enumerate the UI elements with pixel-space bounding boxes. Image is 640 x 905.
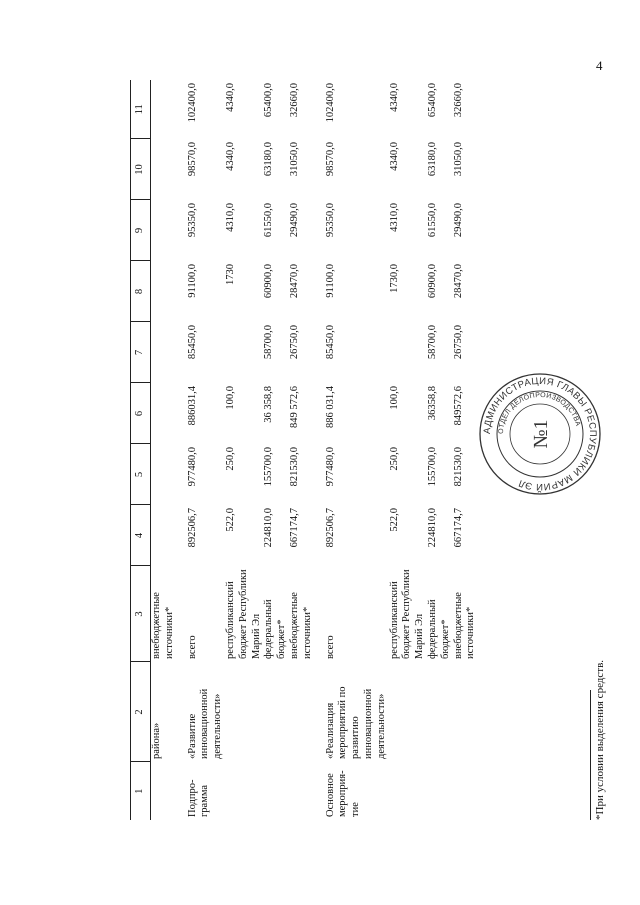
text-cell bbox=[389, 762, 427, 820]
text-cell: внебюджетные источники* bbox=[452, 592, 477, 659]
value-cell: 61550,0 bbox=[263, 203, 275, 238]
value-cell: 1730,0 bbox=[388, 264, 400, 293]
text-cell bbox=[289, 662, 315, 762]
value-cell bbox=[151, 80, 177, 139]
page-number: 4 bbox=[596, 58, 603, 73]
value-cell: 29490,0 bbox=[288, 203, 300, 238]
value-cell: 4310,0 bbox=[224, 203, 236, 232]
table-row bbox=[289, 80, 315, 820]
text-cell: Подпро-грамма bbox=[186, 779, 211, 817]
value-cell: 522,0 bbox=[224, 508, 236, 532]
table-row bbox=[453, 80, 479, 820]
column-number: 10 bbox=[131, 139, 151, 200]
value-cell: 95350,0 bbox=[324, 203, 336, 238]
value-cell: 85450,0 bbox=[324, 325, 336, 360]
value-cell bbox=[151, 200, 177, 261]
value-cell: 58700,0 bbox=[426, 325, 438, 360]
value-cell: 4340,0 bbox=[224, 83, 236, 112]
column-number: 8 bbox=[131, 261, 151, 322]
text-cell: внебюджетные источники* bbox=[288, 592, 313, 659]
value-cell: 155700,0 bbox=[426, 447, 438, 487]
text-cell bbox=[389, 662, 427, 762]
column-number: 5 bbox=[131, 444, 151, 505]
value-cell: 32660,0 bbox=[288, 83, 300, 118]
table-row bbox=[325, 80, 389, 820]
value-cell: 892506,7 bbox=[324, 508, 336, 548]
value-cell: 91100,0 bbox=[186, 264, 198, 298]
value-cell: 26750,0 bbox=[288, 325, 300, 360]
text-cell: внебюджетные источники* bbox=[151, 592, 175, 659]
official-stamp bbox=[478, 372, 602, 496]
value-cell: 4340,0 bbox=[388, 142, 400, 171]
value-cell: 4340,0 bbox=[388, 83, 400, 112]
value-cell: 886031,4 bbox=[186, 386, 198, 426]
text-cell: района» bbox=[151, 722, 162, 759]
column-number: 4 bbox=[131, 505, 151, 566]
value-cell: 849572,6 bbox=[452, 386, 464, 426]
value-cell bbox=[389, 322, 427, 383]
value-cell: 4310,0 bbox=[388, 203, 400, 232]
text-cell bbox=[427, 662, 453, 762]
value-cell: 1730 bbox=[224, 264, 236, 285]
text-cell bbox=[263, 762, 289, 820]
text-cell: республиканский бюджет Республики Марий Эл bbox=[224, 569, 262, 659]
value-cell bbox=[225, 322, 263, 383]
value-cell: 91100,0 bbox=[324, 264, 336, 298]
value-cell: 31050,0 bbox=[288, 142, 300, 177]
text-cell: республиканский бюджет Республики Марий Эл bbox=[388, 569, 426, 659]
value-cell: 31050,0 bbox=[452, 142, 464, 177]
spacer-cell bbox=[315, 80, 325, 820]
value-cell: 667174,7 bbox=[288, 508, 300, 548]
value-cell bbox=[151, 139, 177, 200]
svg-text:№1: №1 bbox=[530, 419, 552, 449]
text-cell: федеральный бюджет* bbox=[426, 599, 451, 659]
table-row bbox=[389, 80, 427, 820]
value-cell: 63180,0 bbox=[426, 142, 438, 177]
value-cell: 102400,0 bbox=[186, 83, 198, 123]
value-cell: 522,0 bbox=[388, 508, 400, 532]
value-cell bbox=[151, 505, 177, 566]
value-cell: 29490,0 bbox=[452, 203, 464, 238]
value-cell bbox=[151, 444, 177, 505]
value-cell: 36358,8 bbox=[426, 386, 438, 421]
value-cell: 85450,0 bbox=[186, 325, 198, 360]
value-cell bbox=[151, 261, 177, 322]
value-cell bbox=[151, 383, 177, 444]
budget-table bbox=[130, 80, 478, 820]
text-cell bbox=[453, 662, 479, 762]
value-cell: 32660,0 bbox=[452, 83, 464, 118]
table-row bbox=[187, 80, 225, 820]
text-cell bbox=[225, 662, 263, 762]
table-row bbox=[427, 80, 453, 820]
spacer-cell bbox=[177, 80, 187, 820]
text-cell bbox=[453, 762, 479, 820]
value-cell: 667174,7 bbox=[452, 508, 464, 548]
column-number: 11 bbox=[131, 80, 151, 139]
row-spacer bbox=[315, 80, 325, 820]
row-spacer bbox=[177, 80, 187, 820]
text-cell: «Реализация мероприятий по развитию инновационной деятельности» bbox=[324, 686, 387, 759]
value-cell: 821530,0 bbox=[452, 447, 464, 487]
value-cell: 61550,0 bbox=[426, 203, 438, 238]
value-cell: 98570,0 bbox=[324, 142, 336, 177]
value-cell: 250,0 bbox=[224, 447, 236, 471]
svg-text:ОТДЕЛ ДЕЛОПРОИЗВОДСТВА: ОТДЕЛ ДЕЛОПРОИЗВОДСТВА bbox=[497, 391, 582, 435]
column-number: 3 bbox=[131, 566, 151, 662]
value-cell: 28470,0 bbox=[288, 264, 300, 299]
text-cell: Основное мероприя-тие bbox=[324, 770, 362, 817]
table-row bbox=[263, 80, 289, 820]
value-cell: 155700,0 bbox=[263, 447, 275, 487]
value-cell: 65400,0 bbox=[263, 83, 275, 118]
text-cell bbox=[427, 762, 453, 820]
text-cell bbox=[225, 762, 263, 820]
value-cell: 36 358,8 bbox=[263, 386, 275, 423]
footnote-text: *При условии выделения средств. bbox=[594, 659, 606, 820]
value-cell: 886 031,4 bbox=[324, 386, 336, 428]
text-cell bbox=[151, 762, 177, 820]
value-cell: 100,0 bbox=[224, 386, 236, 410]
value-cell bbox=[151, 322, 177, 383]
column-number: 6 bbox=[131, 383, 151, 444]
value-cell: 224810,0 bbox=[263, 508, 275, 548]
value-cell: 224810,0 bbox=[426, 508, 438, 548]
value-cell: 63180,0 bbox=[263, 142, 275, 177]
value-cell: 821530,0 bbox=[288, 447, 300, 487]
value-cell: 95350,0 bbox=[186, 203, 198, 238]
value-cell: 98570,0 bbox=[186, 142, 198, 177]
value-cell: 4340,0 bbox=[224, 142, 236, 171]
column-number: 7 bbox=[131, 322, 151, 383]
column-number: 9 bbox=[131, 200, 151, 261]
value-cell: 977480,0 bbox=[186, 447, 198, 487]
value-cell: 849 572,6 bbox=[288, 386, 300, 428]
value-cell: 28470,0 bbox=[452, 264, 464, 299]
value-cell: 102400,0 bbox=[324, 83, 336, 123]
text-cell bbox=[289, 762, 315, 820]
column-number: 1 bbox=[131, 762, 151, 820]
footnote-rule bbox=[590, 690, 591, 820]
value-cell: 58700,0 bbox=[263, 325, 275, 360]
value-cell: 60900,0 bbox=[426, 264, 438, 299]
svg-text:АДМИНИСТРАЦИЯ ГЛАВЫ РЕСПУБЛИКИ: АДМИНИСТРАЦИЯ ГЛАВЫ РЕСПУБЛИКИ МАРИЙ ЭЛ bbox=[481, 375, 599, 493]
text-cell: федеральный бюджет* bbox=[263, 599, 288, 659]
text-cell: всего bbox=[324, 635, 336, 659]
text-cell: всего bbox=[186, 635, 198, 659]
value-cell: 100,0 bbox=[388, 386, 400, 410]
value-cell: 65400,0 bbox=[426, 83, 438, 118]
value-cell: 250,0 bbox=[388, 447, 400, 471]
table-row bbox=[225, 80, 263, 820]
table-row bbox=[151, 80, 177, 820]
value-cell: 26750,0 bbox=[452, 325, 464, 360]
text-cell: «Развитие инновационной деятельности» bbox=[186, 688, 224, 759]
table-header-row bbox=[131, 80, 151, 820]
text-cell bbox=[263, 662, 289, 762]
value-cell: 60900,0 bbox=[263, 264, 275, 299]
value-cell: 892506,7 bbox=[186, 508, 198, 548]
value-cell: 977480,0 bbox=[324, 447, 336, 487]
column-number: 2 bbox=[131, 662, 151, 762]
